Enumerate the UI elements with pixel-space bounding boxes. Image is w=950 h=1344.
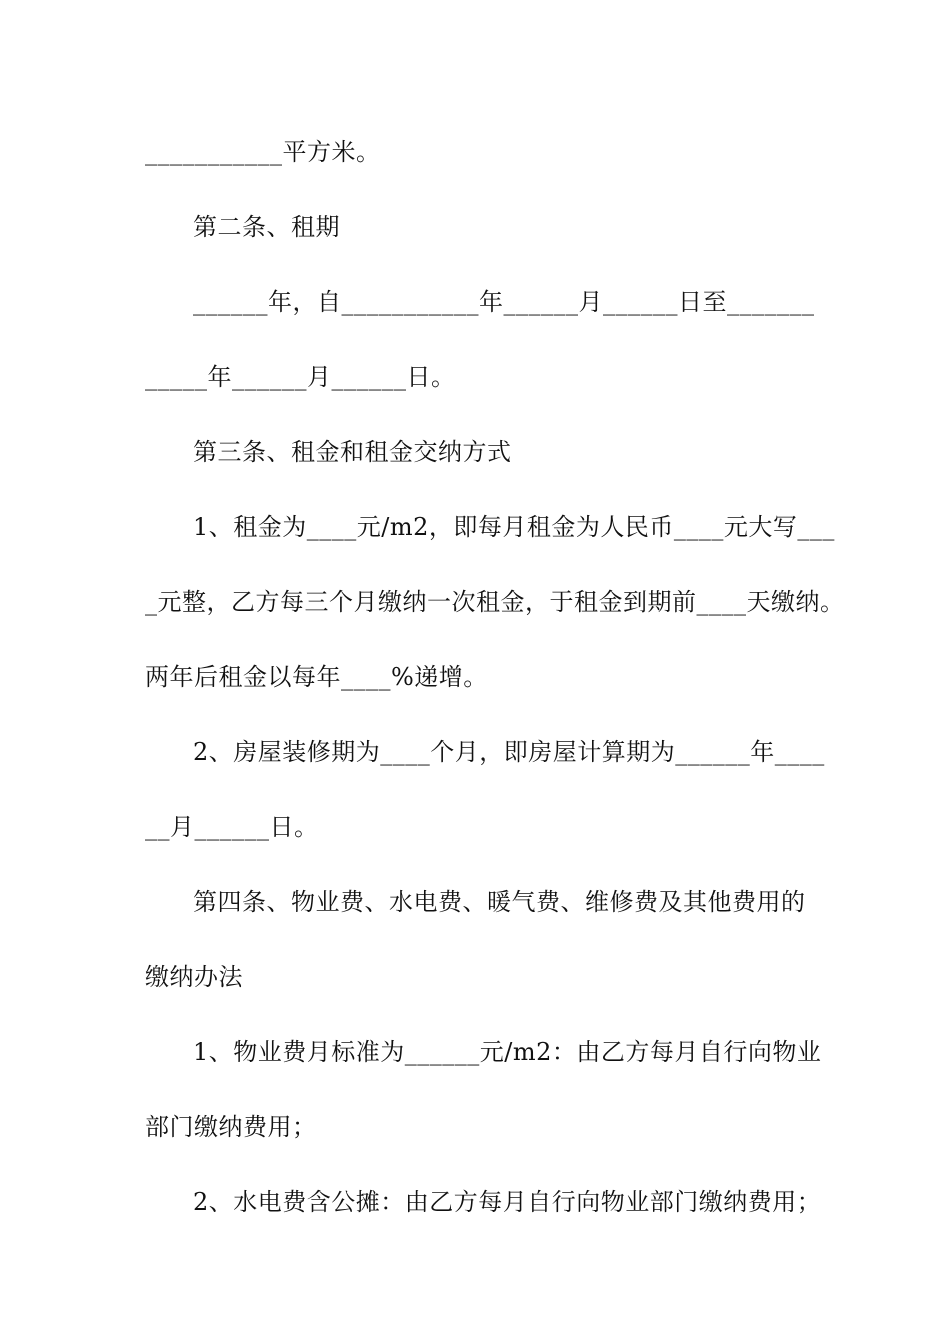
text-line-rent-schedule: _元整，乙方每三个月缴纳一次租金，于租金到期前____天缴纳。 [145, 588, 845, 616]
text-line-property-fee-cont: 部门缴纳费用； [145, 1113, 317, 1141]
heading-article-3-rent-payment: 第三条、租金和租金交纳方式 [193, 438, 512, 466]
text-line-renovation-period: 2、房屋装修期为____个月，即房屋计算期为______年____ [193, 738, 825, 766]
heading-article-2-lease-term: 第二条、租期 [193, 213, 340, 241]
text-line-lease-end-date: _____年______月______日。 [145, 363, 456, 391]
text-line-property-fee: 1、物业费月标准为______元/m2：由乙方每月自行向物业 [193, 1038, 822, 1066]
text-line-rent-increase: 两年后租金以每年____%递增。 [145, 663, 488, 691]
text-line-rent-amount: 1、租金为____元/m2，即每月租金为人民币____元大写___ [193, 513, 835, 541]
heading-article-4-fees-cont: 缴纳办法 [145, 963, 243, 991]
text-line-area-unit: ___________平方米。 [145, 138, 381, 166]
text-line-utilities-fee: 2、水电费含公摊：由乙方每月自行向物业部门缴纳费用； [193, 1188, 822, 1216]
text-line-renovation-date: __月______日。 [145, 813, 319, 841]
text-line-lease-period: ______年，自___________年______月______日至_______ [193, 288, 815, 316]
heading-article-4-fees: 第四条、物业费、水电费、暖气费、维修费及其他费用的 [193, 888, 806, 916]
